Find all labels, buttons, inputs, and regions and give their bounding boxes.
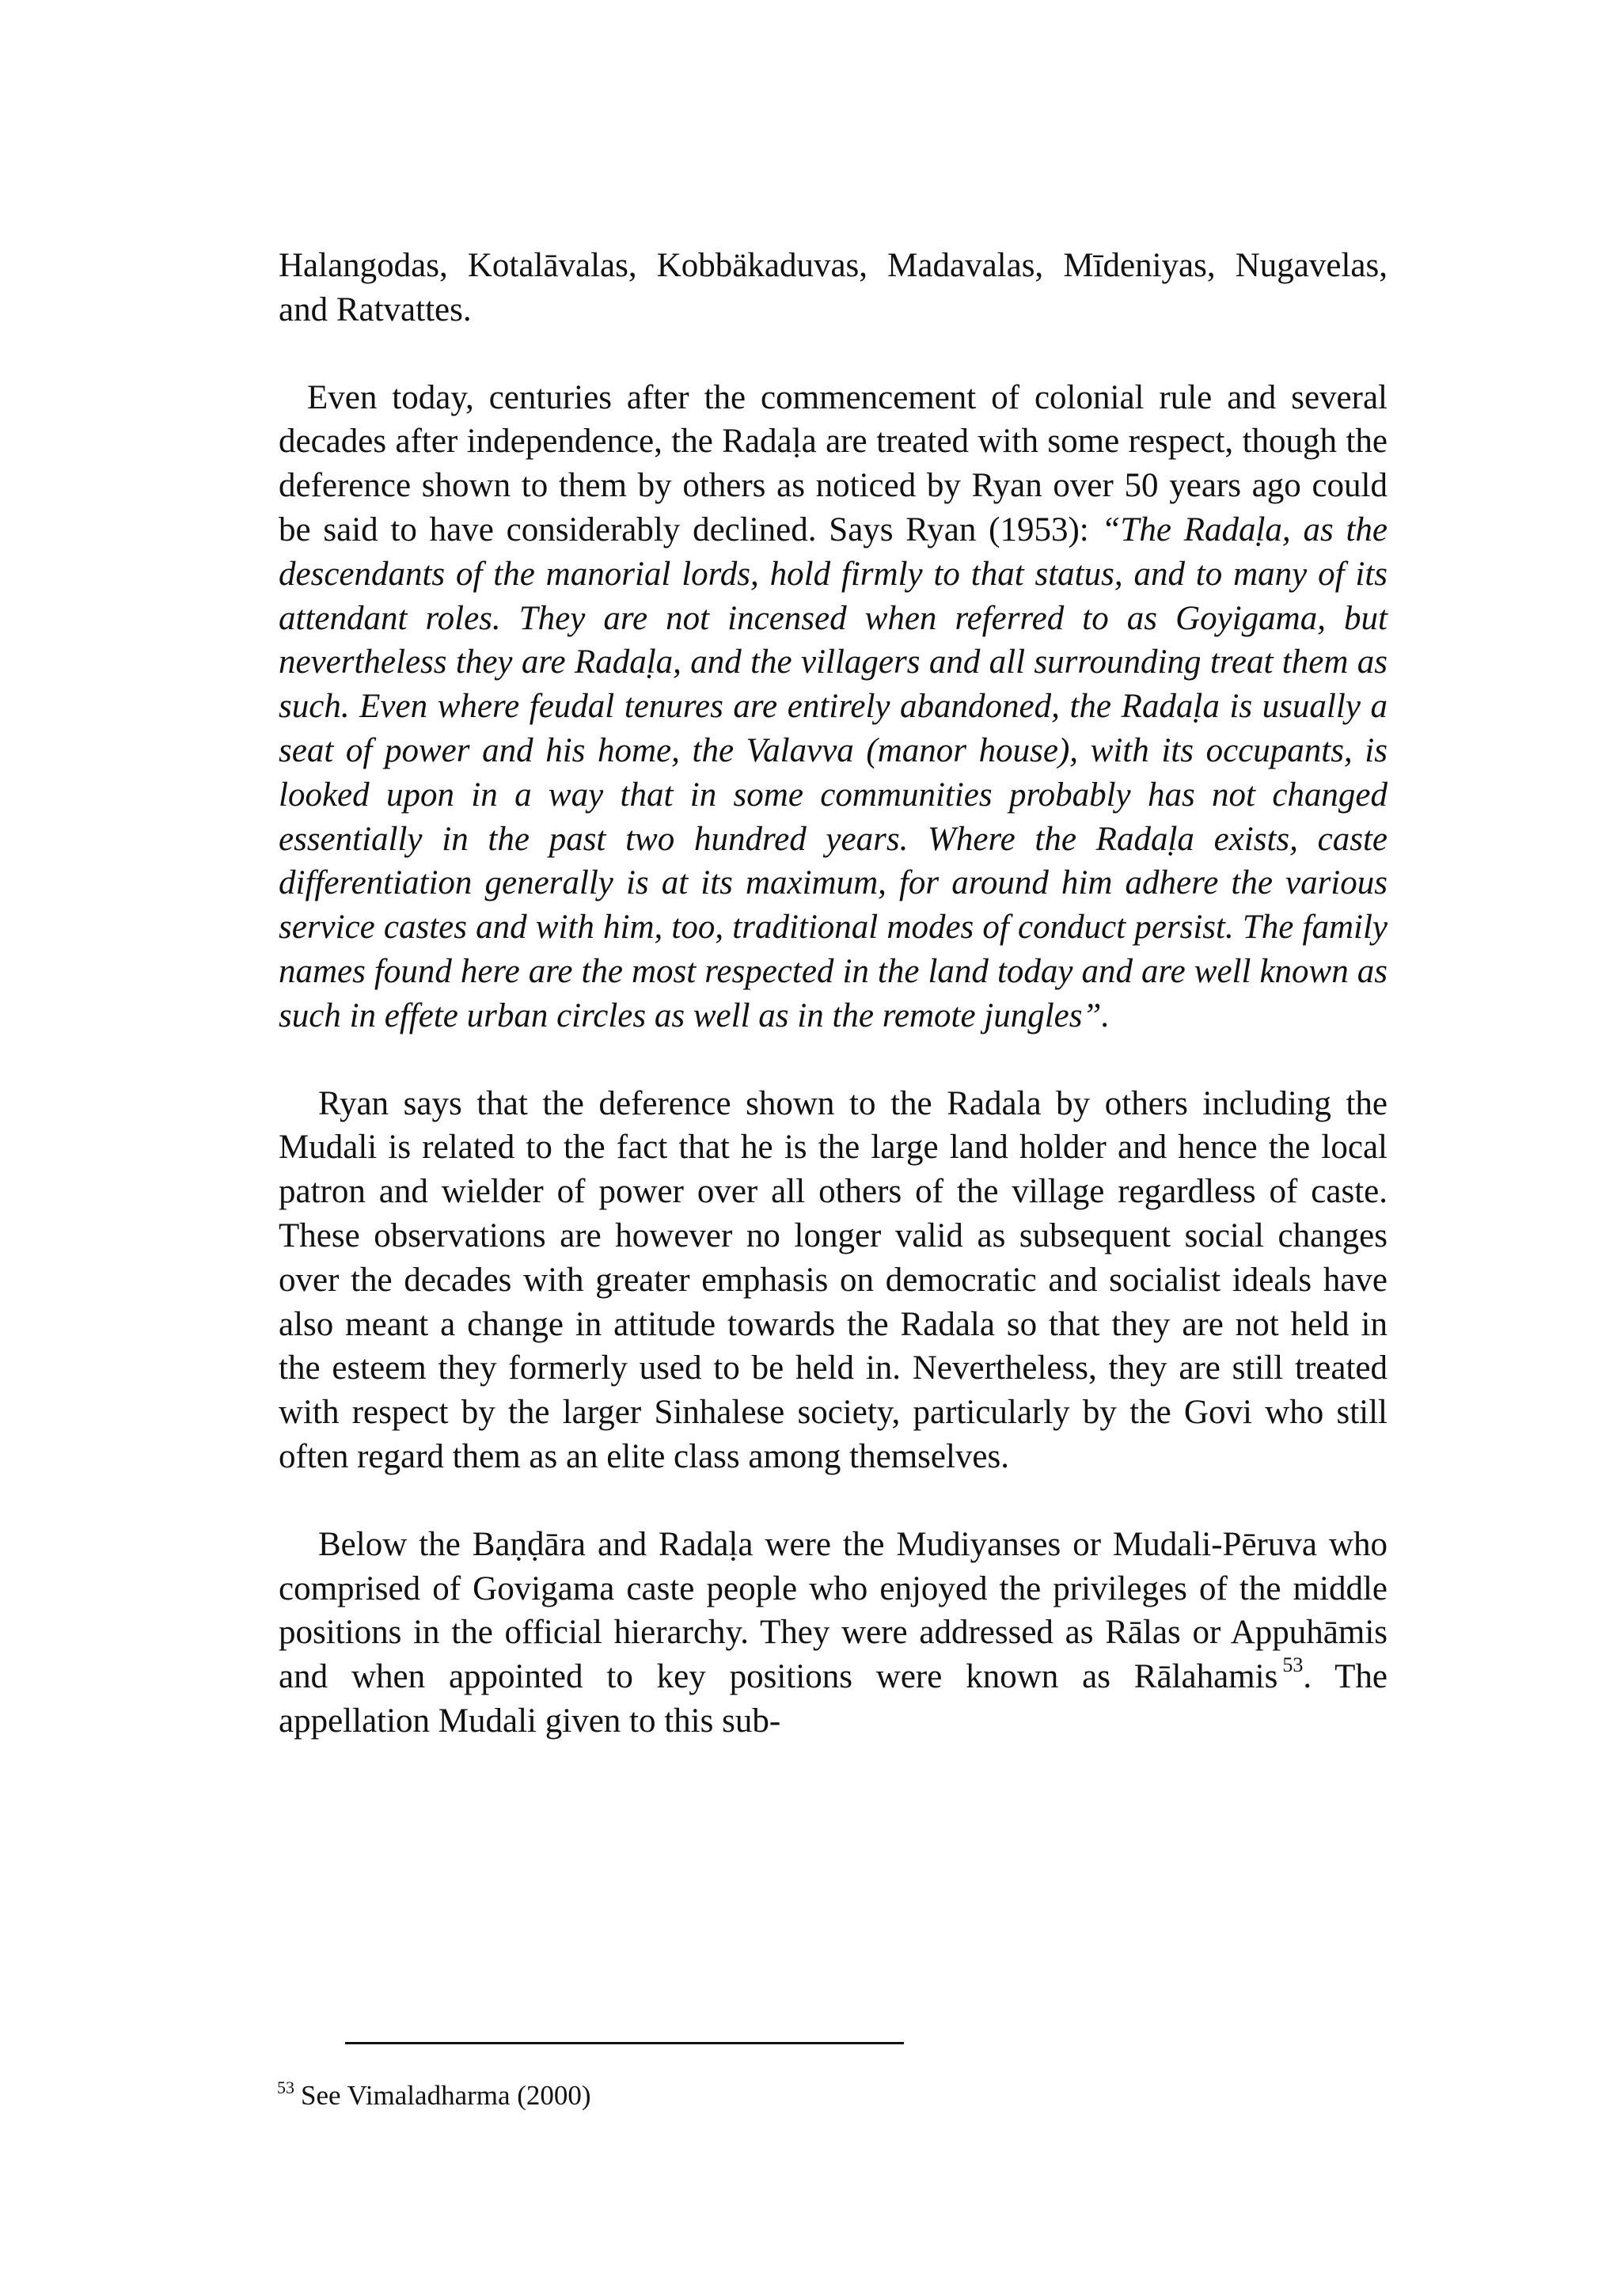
body-text xyxy=(279,244,1388,1744)
footnote-text: See Vimaladharma (2000) xyxy=(301,2080,591,2111)
footnote-divider xyxy=(345,2042,904,2044)
footnote xyxy=(277,2080,591,2112)
paragraph-family-names: Halangodas, Kotalāvalas, Kobbäkaduvas, Madavalas, Mīdeniyas, Nugavelas, and Ratvattes. xyxy=(279,247,1388,328)
paragraph-intro: Even today, centuries after the commencement of colonial rule and several decades after independence, the Radaḷa are treated with some respect, though the deference shown to them by others as noticed by Ryan over 50 years ago could be said to have considerably declined. Says Ryan (1953): xyxy=(279,378,1388,548)
paragraph-ryan-deference: Ryan says that the deference shown to the Radala by others including the Mudali is related to the fact that he is the large land holder and hence the local patron and wielder of power over all others of the village regardless of caste. These observations are however no longer valid as subsequent social changes over the decades with greater emphasis on democratic and socialist ideals have also meant a change in attitude towards the Radala so that they are not held in the esteem they formerly used to be held in. Nevertheless, they are still treated with respect by the larger Sinhalese society, particularly by the Govi who still often regard them as an elite class among themselves. xyxy=(279,1084,1388,1475)
paragraph-text: Below the Baṇḍāra and Radaḷa were the Mudiyanses or Mudali-Pēruva who comprised of Govigama caste people who enjoyed the privileges of the middle positions in the official hierarchy. They were addressed as Rālas or Appuhāmis and when appointed to key positions were known as Rālahamis xyxy=(279,1525,1388,1696)
footnote-number: 53 xyxy=(277,2078,294,2097)
ryan-quote: “The Radaḷa, as the descendants of the manorial lords, hold firmly to that status, and to many of its attendant roles. They are not incensed when referred to as Goyigama, but nevertheless they are Radaḷa, and the villagers and all surrounding treat them as such. Even where feudal tenures are entirely abandoned, the Radaḷa is usually a seat of power and his home, the Valavva (manor house), with its occupants, is looked upon in a way that in some communities probably has not changed essentially in the past two hundred years. Where the Radaḷa exists, caste differentiation generally is at its maximum, for around him adhere the various service castes and with him, too, traditional modes of conduct persist. The family names found here are the most respected in the land today and are well known as such in effete urban circles as well as in the remote jungles”. xyxy=(279,510,1388,1034)
paragraph-mudiyanses xyxy=(279,1523,1388,1744)
paragraph-text-continued: . The appellation Mudali given to this sub- xyxy=(279,1658,1388,1740)
paragraph-radala-respect xyxy=(279,376,1388,1038)
footnote-reference[interactable]: 53 xyxy=(1282,1653,1304,1677)
